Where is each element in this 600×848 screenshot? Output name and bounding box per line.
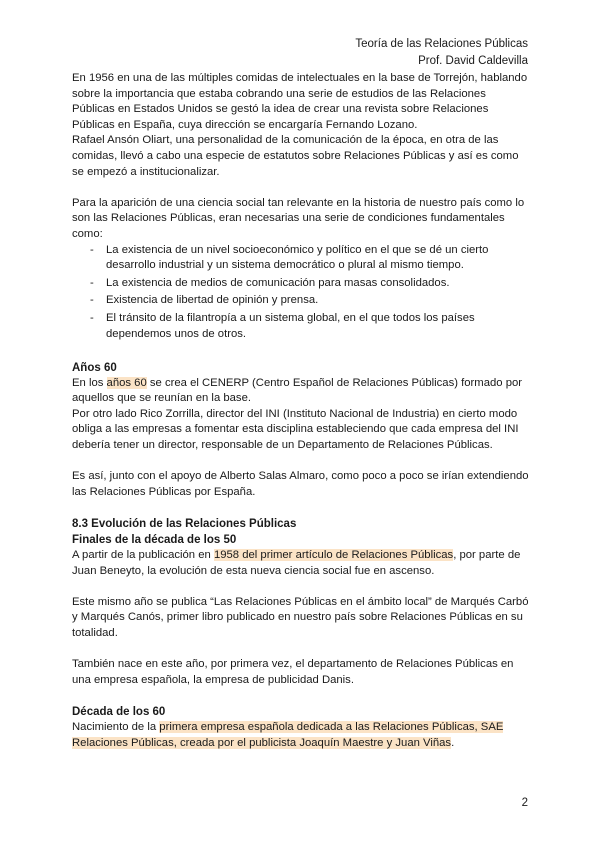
page-header <box>355 36 528 70</box>
list-item: - La existencia de medios de comunicación para masas consolidados. <box>72 276 530 292</box>
heading-section-8-3: 8.3 Evolución de las Relaciones Públicas <box>72 518 297 531</box>
heading-anos-60: Años 60 <box>72 361 117 374</box>
heading-decada-60: Década de los 60 <box>72 705 166 718</box>
paragraph-danis: También nace en este año, por primera vez, el departamento de Relaciones Públicas en una empresa española, la empresa de publicidad Danis. <box>72 658 514 686</box>
paragraph-cenerp: En los años 60 se crea el CENERP (Centro Español de Relaciones Públicas) formado por aquellos que se reunían en la base. <box>72 376 523 405</box>
highlight: 1958 del primer artículo de Relaciones Públicas <box>213 549 454 562</box>
subheading-finales-50: Finales de la década de los 50 <box>72 534 237 547</box>
header-course-title: Teoría de las Relaciones Públicas <box>355 38 528 50</box>
page-body <box>72 71 530 751</box>
highlight: primera empresa española dedicada a las Relaciones Públicas, SAE Relaciones Públicas, creada por el publicista Joaquín Maestre y Juan Viñas <box>72 720 504 749</box>
paragraph-1956: En 1956 en una de las múltiples comidas de intelectuales en la base de Torrejón, hablando sobre la importancia que estaba cobrando una serie de estudios de las Relaciones Públicas en Estados Unidos se gestó la idea de crear una revista sobre Relaciones Públicas en España, cuya dirección se encargaría Fernando Lozano. <box>72 72 528 131</box>
paragraph-marques-carbo: Este mismo año se publica “Las Relaciones Públicas en el ámbito local” de Marqués Carbó y Marqués Canós, primer libro publicado en nuestro país sobre Relaciones Públicas en su totalidad. <box>72 595 529 639</box>
header-professor: Prof. David Caldevilla <box>418 55 528 67</box>
paragraph-sae: Nacimiento de la primera empresa española dedicada a las Relaciones Públicas, SAE Relaciones Públicas, creada por el publicista Joaquín Maestre y Juan Viñas. <box>72 720 504 749</box>
list-item: - Existencia de libertad de opinión y prensa. <box>72 293 530 309</box>
paragraph-conditions-intro: Para la aparición de una ciencia social tan relevante en la historia de nuestro país como lo son las Relaciones Públicas, eran necesarias una serie de condiciones fundamentales como: <box>72 196 525 240</box>
paragraph-anson: Rafael Ansón Oliart, una personalidad de la comunicación de la época, en otra de las comidas, llevó a cabo una especie de estatutos sobre Relaciones Públicas y así es como se empezó a institucionalizar. <box>72 134 519 178</box>
paragraph-salas-almaro: Es así, junto con el apoyo de Alberto Salas Almaro, como poco a poco se irían extendiendo las Relaciones Públicas por España. <box>72 470 529 498</box>
highlight: años 60 <box>106 376 147 389</box>
paragraph-1958: A partir de la publicación en 1958 del primer artículo de Relaciones Públicas, por parte de Juan Beneyto, la evolución de esta nueva ciencia social fue en ascenso. <box>72 549 521 577</box>
list-item: - El tránsito de la filantropía a un sistema global, en el que todos los países dependemos unos de otros. <box>72 311 530 342</box>
page-number: 2 <box>521 797 528 809</box>
paragraph-rico-zorrilla: Por otro lado Rico Zorrilla, director del INI (Instituto Nacional de Industria) en cierto modo obliga a las empresas a fomentar esta disciplina estableciendo que cada empresa del INI debería tener un director, responsable de un Departamento de Relaciones Públicas. <box>72 407 519 452</box>
conditions-list <box>72 243 530 343</box>
list-item: - La existencia de un nivel socioeconómico y político en el que se dé un cierto desarrollo industrial y un sistema democrático o plural al mismo tiempo. <box>72 243 530 274</box>
